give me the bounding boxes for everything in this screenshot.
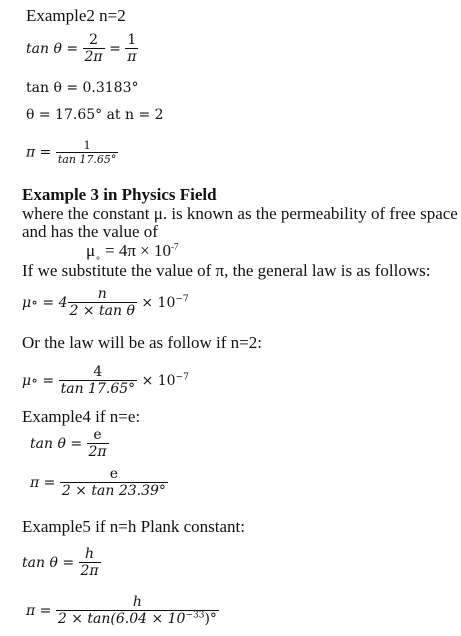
example5-pi-equation [26,594,219,628]
mu-value: = 4π × 10 [100,241,172,260]
example4-tan-equation [30,427,109,461]
law2-multiplier: × 10 [141,373,176,389]
example3-line4: Or the law will be as follow if n=2: [22,333,262,352]
fraction-e-over-2tan [60,466,168,500]
tan-lhs: tan θ = [22,555,75,571]
equals-sign: = [109,41,121,57]
example5-tan-equation [22,546,101,580]
denominator: 2π [80,563,99,579]
denominator-close: )° [204,611,217,627]
pi-lhs: π = [26,603,52,619]
fraction-h-over-2pi [79,546,101,580]
fraction-1-over-pi [125,32,138,66]
example3-line2: and has the value of [22,222,158,241]
law2-exponent: −7 [175,372,189,383]
numerator: n [97,286,107,302]
example3-line1: where the constant μ. is known as the permeability of free space [22,204,458,223]
law-lhs: μ∘ = 4 [22,295,68,311]
law-multiplier: × 10 [141,295,176,311]
denominator: tan 17.65° [60,381,136,397]
numerator: 2 [89,32,99,48]
fraction-1-over-tan [56,139,119,166]
example2-theta-value: θ = 17.65° at n = 2 [26,107,164,123]
numerator: 1 [83,139,91,152]
law-exponent: −7 [175,294,189,305]
fraction-4-over-tan [59,364,138,398]
law2-lhs: μ∘ = [22,373,55,389]
numerator: 4 [93,364,103,380]
denominator: π [127,49,137,65]
tan-lhs: tan θ = [30,436,83,452]
example4-heading: Example4 if n=e: [22,407,141,426]
denominator: 2π [88,444,107,460]
denominator-base: 2 × tan(6.04 × 10 [57,611,186,627]
denominator [56,610,219,628]
denominator: 2 × tan 23.39° [61,483,166,499]
denominator: 2 × tan θ [69,303,135,319]
example2-tan-equation [26,32,138,66]
pi-lhs: π = [30,475,56,491]
numerator: e [109,466,119,482]
numerator: h [85,546,95,562]
numerator: e [93,427,102,443]
numerator: h [132,594,142,610]
denominator: 2π [84,49,103,65]
example2-pi-equation [26,139,118,166]
tan-lhs: tan θ = [26,41,79,57]
denominator: tan 17.65° [57,153,117,166]
denominator-exponent: −33 [185,610,205,621]
mu-exponent: -7 [171,241,179,252]
numerator: 1 [127,32,137,48]
fraction-h-over-2tan [56,594,219,628]
example4-pi-equation [30,466,168,500]
law-n2-equation [22,364,189,398]
general-law-equation [22,286,189,320]
example2-tan-value: tan θ = 0.3183° [26,80,139,96]
mu-subscript: ∘ [95,252,101,263]
pi-lhs: π = [26,144,52,161]
fraction-n-over-2tan [68,286,137,320]
fraction-2-over-2pi [83,32,105,66]
fraction-e-over-2pi [87,427,109,461]
mu-symbol: μ [86,241,96,260]
example3-line3: If we substitute the value of π, the general law is as follows: [22,261,431,280]
mu-value-line [86,241,179,263]
example2-heading: Example2 n=2 [26,6,126,25]
example5-heading: Example5 if n=h Plank constant: [22,517,245,536]
example3-heading: Example 3 in Physics Field [22,185,217,204]
